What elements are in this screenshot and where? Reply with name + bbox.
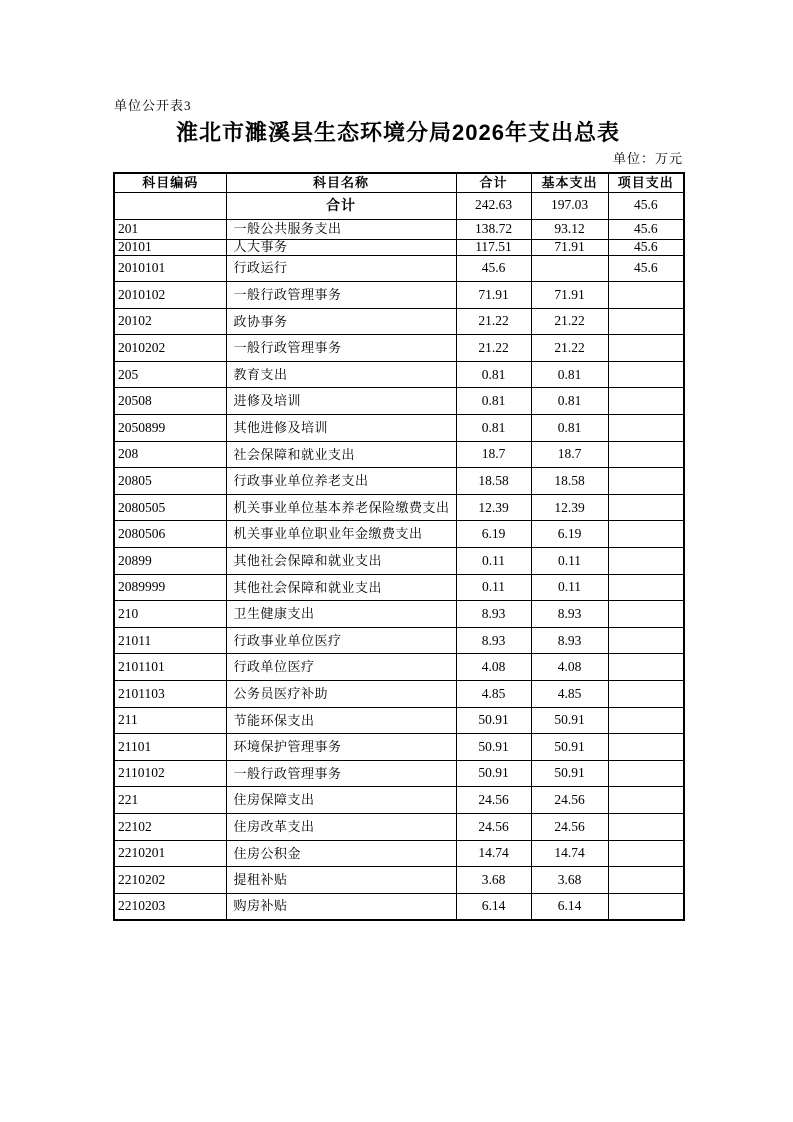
table-row	[114, 521, 684, 548]
table-row	[114, 867, 684, 894]
basic-expenditure-cell: 4.08	[531, 654, 608, 681]
total-cell: 6.19	[456, 521, 531, 548]
project-expenditure-cell	[608, 468, 684, 495]
total-cell: 6.14	[456, 893, 531, 920]
project-expenditure-cell	[608, 654, 684, 681]
col-header-project-expenditure: 项目支出	[608, 173, 684, 192]
subject-name-cell: 机关事业单位基本养老保险缴费支出	[226, 494, 456, 521]
subject-name-cell: 其他社会保障和就业支出	[226, 548, 456, 575]
project-expenditure-cell	[608, 707, 684, 734]
subject-name-cell: 住房公积金	[226, 840, 456, 867]
project-expenditure-cell	[608, 521, 684, 548]
total-cell: 242.63	[456, 192, 531, 219]
basic-expenditure-cell: 21.22	[531, 335, 608, 362]
table-row	[114, 282, 684, 309]
subject-name-cell: 一般行政管理事务	[226, 282, 456, 309]
table-row	[114, 601, 684, 628]
subject-code-cell: 2010102	[114, 282, 226, 309]
project-expenditure-cell	[608, 441, 684, 468]
subject-name-cell: 一般行政管理事务	[226, 335, 456, 362]
subject-name-cell: 行政事业单位养老支出	[226, 468, 456, 495]
table-row	[114, 734, 684, 761]
subject-code-cell: 201	[114, 219, 226, 239]
col-header-subject-code: 科目编码	[114, 173, 226, 192]
subject-name-cell: 社会保障和就业支出	[226, 441, 456, 468]
table-row	[114, 627, 684, 654]
summary-row	[114, 192, 684, 219]
basic-expenditure-cell: 18.58	[531, 468, 608, 495]
subject-name-cell: 购房补贴	[226, 893, 456, 920]
subject-name-cell: 一般行政管理事务	[226, 760, 456, 787]
project-expenditure-cell	[608, 681, 684, 708]
table-row	[114, 893, 684, 920]
subject-code-cell	[114, 192, 226, 219]
subject-name-cell: 进修及培训	[226, 388, 456, 415]
table-row	[114, 468, 684, 495]
subject-code-cell: 21011	[114, 627, 226, 654]
table-body	[114, 192, 684, 920]
total-cell: 138.72	[456, 219, 531, 239]
subject-code-cell: 2010101	[114, 255, 226, 282]
total-cell: 50.91	[456, 760, 531, 787]
subject-name-cell: 其他进修及培训	[226, 415, 456, 442]
basic-expenditure-cell: 6.14	[531, 893, 608, 920]
basic-expenditure-cell: 18.7	[531, 441, 608, 468]
project-expenditure-cell	[608, 787, 684, 814]
subject-name-cell: 一般公共服务支出	[226, 219, 456, 239]
subject-name-cell: 行政单位医疗	[226, 654, 456, 681]
table-row	[114, 760, 684, 787]
subject-name-cell: 环境保护管理事务	[226, 734, 456, 761]
table-row	[114, 681, 684, 708]
total-cell: 0.11	[456, 548, 531, 575]
subject-name-cell: 教育支出	[226, 361, 456, 388]
basic-expenditure-cell: 0.81	[531, 388, 608, 415]
subject-name-cell: 提租补贴	[226, 867, 456, 894]
page-title: 淮北市濉溪县生态环境分局2026年支出总表	[176, 120, 620, 145]
table-row	[114, 548, 684, 575]
total-cell: 50.91	[456, 707, 531, 734]
total-cell: 4.08	[456, 654, 531, 681]
subject-code-cell: 20102	[114, 308, 226, 335]
table-row	[114, 574, 684, 601]
table-row	[114, 787, 684, 814]
subject-code-cell: 20899	[114, 548, 226, 575]
basic-expenditure-cell: 50.91	[531, 760, 608, 787]
subject-name-cell: 节能环保支出	[226, 707, 456, 734]
project-expenditure-cell	[608, 308, 684, 335]
basic-expenditure-cell: 8.93	[531, 627, 608, 654]
subject-code-cell: 2210201	[114, 840, 226, 867]
subject-code-cell: 2089999	[114, 574, 226, 601]
table-row	[114, 388, 684, 415]
total-cell: 18.7	[456, 441, 531, 468]
total-cell: 117.51	[456, 239, 531, 255]
subject-code-cell: 2101103	[114, 681, 226, 708]
subject-code-cell: 2210203	[114, 893, 226, 920]
subject-code-cell: 221	[114, 787, 226, 814]
total-cell: 0.81	[456, 415, 531, 442]
table-row	[114, 335, 684, 362]
subject-code-cell: 20508	[114, 388, 226, 415]
project-expenditure-cell	[608, 734, 684, 761]
project-expenditure-cell	[608, 893, 684, 920]
subject-code-cell: 20101	[114, 239, 226, 255]
table-row	[114, 707, 684, 734]
subject-code-cell: 2080506	[114, 521, 226, 548]
basic-expenditure-cell: 12.39	[531, 494, 608, 521]
total-cell: 0.11	[456, 574, 531, 601]
table-row	[114, 415, 684, 442]
total-cell: 12.39	[456, 494, 531, 521]
subject-code-cell: 2210202	[114, 867, 226, 894]
subject-code-cell: 208	[114, 441, 226, 468]
doc-label: 单位公开表3	[114, 98, 192, 113]
total-cell: 45.6	[456, 255, 531, 282]
project-expenditure-cell	[608, 415, 684, 442]
table-row	[114, 840, 684, 867]
project-expenditure-cell	[608, 601, 684, 628]
subject-name-cell: 政协事务	[226, 308, 456, 335]
basic-expenditure-cell: 0.81	[531, 361, 608, 388]
project-expenditure-cell	[608, 574, 684, 601]
basic-expenditure-cell: 21.22	[531, 308, 608, 335]
total-cell: 18.58	[456, 468, 531, 495]
project-expenditure-cell: 45.6	[608, 239, 684, 255]
total-cell: 4.85	[456, 681, 531, 708]
basic-expenditure-cell	[531, 255, 608, 282]
table-row	[114, 813, 684, 840]
project-expenditure-cell	[608, 388, 684, 415]
table-row	[114, 239, 684, 255]
basic-expenditure-cell: 24.56	[531, 813, 608, 840]
basic-expenditure-cell: 0.11	[531, 548, 608, 575]
basic-expenditure-cell: 197.03	[531, 192, 608, 219]
basic-expenditure-cell: 50.91	[531, 734, 608, 761]
subject-code-cell: 210	[114, 601, 226, 628]
basic-expenditure-cell: 50.91	[531, 707, 608, 734]
basic-expenditure-cell: 71.91	[531, 282, 608, 309]
basic-expenditure-cell: 24.56	[531, 787, 608, 814]
project-expenditure-cell: 45.6	[608, 219, 684, 239]
project-expenditure-cell	[608, 282, 684, 309]
total-cell: 71.91	[456, 282, 531, 309]
subject-name-cell: 公务员医疗补助	[226, 681, 456, 708]
project-expenditure-cell	[608, 335, 684, 362]
total-cell: 0.81	[456, 388, 531, 415]
subject-name-cell: 住房保障支出	[226, 787, 456, 814]
subject-code-cell: 2101101	[114, 654, 226, 681]
basic-expenditure-cell: 0.11	[531, 574, 608, 601]
basic-expenditure-cell: 14.74	[531, 840, 608, 867]
project-expenditure-cell: 45.6	[608, 255, 684, 282]
subject-name-cell: 行政事业单位医疗	[226, 627, 456, 654]
project-expenditure-cell	[608, 494, 684, 521]
basic-expenditure-cell: 8.93	[531, 601, 608, 628]
table-row	[114, 494, 684, 521]
total-cell: 24.56	[456, 787, 531, 814]
project-expenditure-cell	[608, 760, 684, 787]
subject-name-cell: 其他社会保障和就业支出	[226, 574, 456, 601]
subject-name-cell: 卫生健康支出	[226, 601, 456, 628]
table-row	[114, 441, 684, 468]
subject-code-cell: 205	[114, 361, 226, 388]
project-expenditure-cell	[608, 361, 684, 388]
project-expenditure-cell	[608, 627, 684, 654]
basic-expenditure-cell: 0.81	[531, 415, 608, 442]
table-row	[114, 654, 684, 681]
total-cell: 21.22	[456, 335, 531, 362]
table-row	[114, 308, 684, 335]
basic-expenditure-cell: 93.12	[531, 219, 608, 239]
col-header-basic-expenditure: 基本支出	[531, 173, 608, 192]
table-row	[114, 361, 684, 388]
basic-expenditure-cell: 3.68	[531, 867, 608, 894]
subject-name-cell: 行政运行	[226, 255, 456, 282]
project-expenditure-cell	[608, 840, 684, 867]
total-cell: 14.74	[456, 840, 531, 867]
subject-code-cell: 2010202	[114, 335, 226, 362]
subject-code-cell: 2110102	[114, 760, 226, 787]
total-cell: 3.68	[456, 867, 531, 894]
subject-name-cell: 住房改革支出	[226, 813, 456, 840]
subject-code-cell: 2080505	[114, 494, 226, 521]
subject-code-cell: 22102	[114, 813, 226, 840]
total-cell: 0.81	[456, 361, 531, 388]
total-cell: 50.91	[456, 734, 531, 761]
total-cell: 21.22	[456, 308, 531, 335]
col-header-total: 合计	[456, 173, 531, 192]
project-expenditure-cell	[608, 548, 684, 575]
subject-code-cell: 211	[114, 707, 226, 734]
subject-code-cell: 2050899	[114, 415, 226, 442]
subject-name-cell: 人大事务	[226, 239, 456, 255]
total-cell: 8.93	[456, 627, 531, 654]
subject-code-cell: 20805	[114, 468, 226, 495]
col-header-subject-name: 科目名称	[226, 173, 456, 192]
basic-expenditure-cell: 4.85	[531, 681, 608, 708]
total-cell: 24.56	[456, 813, 531, 840]
subject-name-cell: 机关事业单位职业年金缴费支出	[226, 521, 456, 548]
table-row	[114, 219, 684, 239]
total-cell: 8.93	[456, 601, 531, 628]
project-expenditure-cell	[608, 867, 684, 894]
expenditure-table	[113, 172, 685, 921]
basic-expenditure-cell: 71.91	[531, 239, 608, 255]
basic-expenditure-cell: 6.19	[531, 521, 608, 548]
unit-label: 单位：万元	[612, 151, 683, 166]
project-expenditure-cell	[608, 813, 684, 840]
subject-code-cell: 21101	[114, 734, 226, 761]
table-row	[114, 255, 684, 282]
project-expenditure-cell: 45.6	[608, 192, 684, 219]
table-header-row	[114, 173, 684, 192]
subject-name-cell: 合计	[226, 192, 456, 219]
